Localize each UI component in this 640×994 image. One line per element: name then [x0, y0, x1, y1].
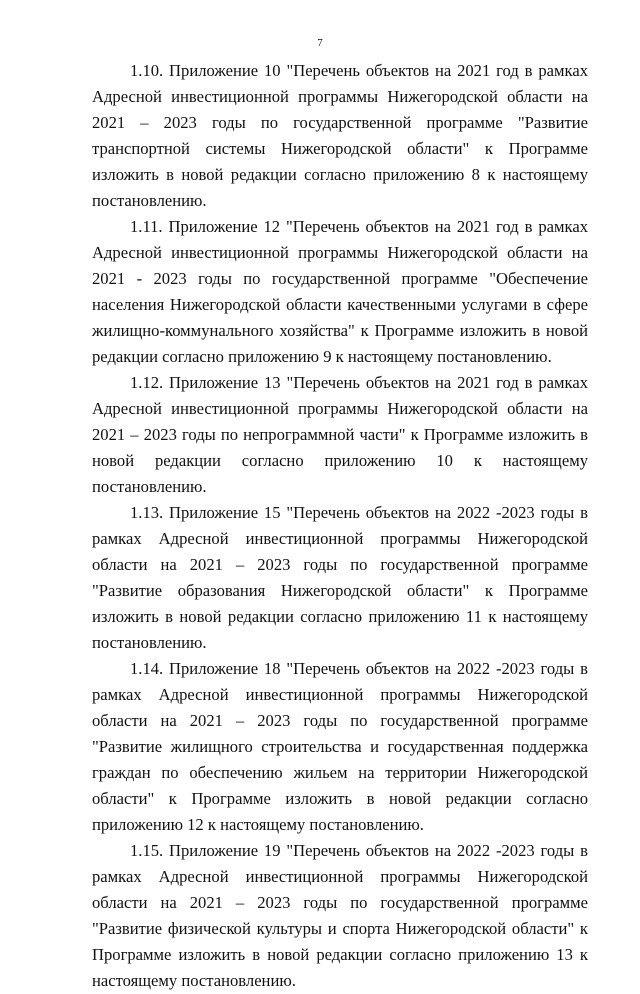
paragraph-1-15: 1.15. Приложение 19 "Перечень объектов на 2022 -2023 годы в рамках Адресной инвестиционной программы Нижегородской области на 2021 – 2023 годы по государственной программе "Развитие физической культуры и спорта Нижегородской области" к Программе изложить в новой редакции согласно приложению 13 к настоящему постановлению.: [92, 841, 588, 990]
paragraph-1-10: 1.10. Приложение 10 "Перечень объектов на 2021 год в рамках Адресной инвестиционной программы Нижегородской области на 2021 – 2023 годы по государственной программе "Развитие транспортной системы Нижегородской области" к Программе изложить в новой редакции согласно приложению 8 к настоящему постановлению.: [92, 61, 588, 210]
page-number: 7: [317, 37, 323, 49]
paragraph-1-14: 1.14. Приложение 18 "Перечень объектов на 2022 -2023 годы в рамках Адресной инвестиционной программы Нижегородской области на 2021 – 2023 годы по государственной программе "Развитие жилищного строительства и государственная поддержка граждан по обеспечению жильем на территории Нижегородской области" к Программе изложить в новой редакции согласно приложению 12 к настоящему постановлению.: [92, 659, 588, 834]
paragraph-1-13: 1.13. Приложение 15 "Перечень объектов на 2022 -2023 годы в рамках Адресной инвестиционной программы Нижегородской области на 2021 – 2023 годы по государственной программе "Развитие образования Нижегородской области" к Программе изложить в новой редакции согласно приложению 11 к настоящему постановлению.: [92, 503, 588, 652]
paragraph-1-12: 1.12. Приложение 13 "Перечень объектов на 2021 год в рамках Адресной инвестиционной программы Нижегородской области на 2021 – 2023 годы по непрограммной части" к Программе изложить в новой редакции согласно приложению 10 к настоящему постановлению.: [92, 373, 588, 496]
document-body: [92, 58, 588, 994]
paragraph-1-11: 1.11. Приложение 12 "Перечень объектов на 2021 год в рамках Адресной инвестиционной программы Нижегородской области на 2021 - 2023 годы по государственной программе "Обеспечение населения Нижегородской области качественными услугами в сфере жилищно-коммунального хозяйства" к Программе изложить в новой редакции согласно приложению 9 к настоящему постановлению.: [92, 217, 588, 366]
